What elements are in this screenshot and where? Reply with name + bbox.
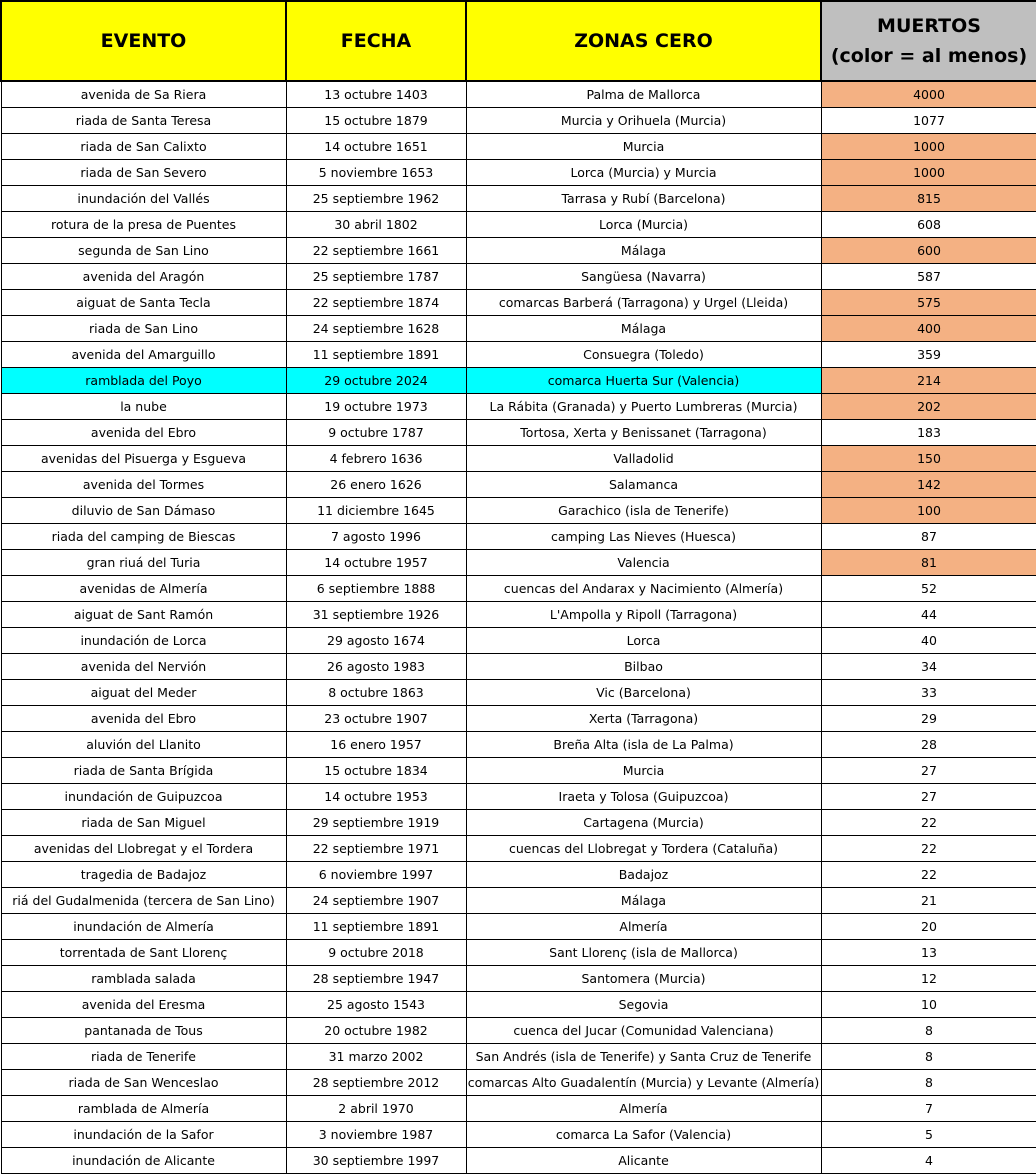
cell-muertos: 608 [821,212,1036,238]
cell-evento: gran riuá del Turia [1,550,286,576]
cell-evento: aiguat de Sant Ramón [1,602,286,628]
cell-evento: diluvio de San Dámaso [1,498,286,524]
cell-muertos: 183 [821,420,1036,446]
cell-muertos: 4000 [821,81,1036,108]
cell-fecha: 22 septiembre 1874 [286,290,466,316]
cell-zona: comarcas Barberá (Tarragona) y Urgel (Lleida) [466,290,821,316]
table-row [1,238,1036,264]
table-row [1,732,1036,758]
cell-evento: riada de Santa Teresa [1,108,286,134]
cell-evento: avenidas del Pisuerga y Esgueva [1,446,286,472]
cell-fecha: 6 septiembre 1888 [286,576,466,602]
table-row [1,706,1036,732]
cell-evento: la nube [1,394,286,420]
cell-muertos: 8 [821,1070,1036,1096]
cell-zona: Cartagena (Murcia) [466,810,821,836]
table-row [1,1018,1036,1044]
cell-zona: cuencas del Llobregat y Tordera (Cataluña) [466,836,821,862]
cell-fecha: 31 septiembre 1926 [286,602,466,628]
cell-zona: camping Las Nieves (Huesca) [466,524,821,550]
header-muertos [821,1,1036,81]
table-row [1,654,1036,680]
table-row [1,1070,1036,1096]
table-row [1,940,1036,966]
cell-zona: Iraeta y Tolosa (Guipuzcoa) [466,784,821,810]
cell-muertos: 359 [821,342,1036,368]
cell-fecha: 19 octubre 1973 [286,394,466,420]
cell-zona: Bilbao [466,654,821,680]
cell-evento: inundación de Lorca [1,628,286,654]
cell-fecha: 8 octubre 1863 [286,680,466,706]
cell-zona: La Rábita (Granada) y Puerto Lumbreras (Murcia) [466,394,821,420]
cell-fecha: 23 octubre 1907 [286,706,466,732]
table-row [1,212,1036,238]
table-row [1,264,1036,290]
cell-evento: aluvión del Llanito [1,732,286,758]
cell-fecha: 9 octubre 2018 [286,940,466,966]
cell-evento: segunda de San Lino [1,238,286,264]
table-row [1,628,1036,654]
cell-evento: avenida del Tormes [1,472,286,498]
cell-evento: pantanada de Tous [1,1018,286,1044]
cell-evento: torrentada de Sant Llorenç [1,940,286,966]
cell-fecha: 29 agosto 1674 [286,628,466,654]
table-body [1,81,1036,1174]
cell-muertos: 34 [821,654,1036,680]
cell-muertos: 28 [821,732,1036,758]
cell-fecha: 28 septiembre 2012 [286,1070,466,1096]
cell-evento: riada del camping de Biescas [1,524,286,550]
table-row [1,550,1036,576]
cell-muertos: 33 [821,680,1036,706]
cell-fecha: 25 septiembre 1787 [286,264,466,290]
cell-fecha: 2 abril 1970 [286,1096,466,1122]
table-row [1,992,1036,1018]
cell-fecha: 11 septiembre 1891 [286,342,466,368]
cell-muertos: 1000 [821,160,1036,186]
cell-muertos: 20 [821,914,1036,940]
cell-zona: cuenca del Jucar (Comunidad Valenciana) [466,1018,821,1044]
cell-fecha: 13 octubre 1403 [286,81,466,108]
cell-zona: Badajoz [466,862,821,888]
table-row [1,862,1036,888]
cell-evento: avenida del Amarguillo [1,342,286,368]
cell-muertos: 400 [821,316,1036,342]
table-row [1,342,1036,368]
cell-zona: L'Ampolla y Ripoll (Tarragona) [466,602,821,628]
cell-fecha: 11 diciembre 1645 [286,498,466,524]
cell-zona: Segovia [466,992,821,1018]
cell-fecha: 20 octubre 1982 [286,1018,466,1044]
table-row [1,446,1036,472]
cell-evento: riada de San Calixto [1,134,286,160]
cell-muertos: 22 [821,836,1036,862]
cell-evento: riada de Tenerife [1,1044,286,1070]
cell-muertos: 10 [821,992,1036,1018]
cell-muertos: 12 [821,966,1036,992]
cell-evento: inundación de Guipuzcoa [1,784,286,810]
cell-zona: Palma de Mallorca [466,81,821,108]
cell-evento: avenida del Aragón [1,264,286,290]
cell-fecha: 30 abril 1802 [286,212,466,238]
cell-zona: Lorca [466,628,821,654]
table-row [1,1122,1036,1148]
cell-evento: avenidas de Almería [1,576,286,602]
table-row [1,1044,1036,1070]
cell-zona: San Andrés (isla de Tenerife) y Santa Cruz de Tenerife [466,1044,821,1070]
cell-evento: inundación de la Safor [1,1122,286,1148]
cell-muertos: 40 [821,628,1036,654]
cell-zona: Tortosa, Xerta y Benissanet (Tarragona) [466,420,821,446]
cell-evento: riada de Santa Brígida [1,758,286,784]
cell-muertos: 8 [821,1044,1036,1070]
cell-evento: riada de San Wenceslao [1,1070,286,1096]
cell-fecha: 11 septiembre 1891 [286,914,466,940]
cell-evento: ramblada salada [1,966,286,992]
table-row [1,888,1036,914]
cell-zona: Alicante [466,1148,821,1174]
cell-muertos: 600 [821,238,1036,264]
cell-evento: avenida de Sa Riera [1,81,286,108]
cell-muertos: 150 [821,446,1036,472]
table-row [1,186,1036,212]
cell-fecha: 14 octubre 1953 [286,784,466,810]
cell-muertos: 21 [821,888,1036,914]
table-row [1,966,1036,992]
cell-zona: Breña Alta (isla de La Palma) [466,732,821,758]
cell-zona: Vic (Barcelona) [466,680,821,706]
cell-muertos: 7 [821,1096,1036,1122]
table-row [1,134,1036,160]
cell-zona: Málaga [466,238,821,264]
cell-zona: Tarrasa y Rubí (Barcelona) [466,186,821,212]
cell-muertos: 27 [821,784,1036,810]
cell-evento: riá del Gudalmenida (tercera de San Lino) [1,888,286,914]
cell-fecha: 30 septiembre 1997 [286,1148,466,1174]
table-row [1,290,1036,316]
cell-zona: Santomera (Murcia) [466,966,821,992]
cell-fecha: 6 noviembre 1997 [286,862,466,888]
cell-evento: ramblada del Poyo [1,368,286,394]
table-row [1,394,1036,420]
header-evento: EVENTO [1,1,286,81]
cell-zona: Almería [466,914,821,940]
cell-evento: tragedia de Badajoz [1,862,286,888]
table-header [1,1,1036,81]
cell-evento: inundación de Almería [1,914,286,940]
table-row [1,836,1036,862]
cell-fecha: 29 octubre 2024 [286,368,466,394]
cell-zona: Garachico (isla de Tenerife) [466,498,821,524]
cell-muertos: 142 [821,472,1036,498]
header-zonas-cero: ZONAS CERO [466,1,821,81]
cell-muertos: 1077 [821,108,1036,134]
table-row [1,160,1036,186]
table-row [1,524,1036,550]
cell-fecha: 14 octubre 1651 [286,134,466,160]
table-row [1,420,1036,446]
cell-evento: riada de San Miguel [1,810,286,836]
cell-muertos: 587 [821,264,1036,290]
cell-evento: avenida del Nervión [1,654,286,680]
cell-zona: Sangüesa (Navarra) [466,264,821,290]
cell-zona: Lorca (Murcia) [466,212,821,238]
cell-evento: avenida del Eresma [1,992,286,1018]
header-fecha: FECHA [286,1,466,81]
cell-zona: Valladolid [466,446,821,472]
table-row [1,108,1036,134]
cell-muertos: 575 [821,290,1036,316]
cell-fecha: 31 marzo 2002 [286,1044,466,1070]
cell-evento: riada de San Lino [1,316,286,342]
table-row [1,602,1036,628]
cell-zona: Salamanca [466,472,821,498]
cell-zona: Almería [466,1096,821,1122]
cell-fecha: 25 septiembre 1962 [286,186,466,212]
cell-evento: avenida del Ebro [1,420,286,446]
cell-fecha: 29 septiembre 1919 [286,810,466,836]
cell-fecha: 9 octubre 1787 [286,420,466,446]
cell-fecha: 22 septiembre 1971 [286,836,466,862]
cell-zona: Málaga [466,888,821,914]
cell-fecha: 26 agosto 1983 [286,654,466,680]
cell-muertos: 22 [821,862,1036,888]
table-row [1,914,1036,940]
cell-fecha: 25 agosto 1543 [286,992,466,1018]
table-row [1,81,1036,108]
cell-fecha: 4 febrero 1636 [286,446,466,472]
cell-zona: Sant Llorenç (isla de Mallorca) [466,940,821,966]
cell-muertos: 8 [821,1018,1036,1044]
cell-evento: avenidas del Llobregat y el Tordera [1,836,286,862]
cell-evento: aiguat del Meder [1,680,286,706]
cell-muertos: 202 [821,394,1036,420]
cell-evento: inundación del Vallés [1,186,286,212]
cell-muertos: 815 [821,186,1036,212]
cell-zona: comarcas Alto Guadalentín (Murcia) y Levante (Almería) [466,1070,821,1096]
cell-muertos: 5 [821,1122,1036,1148]
cell-zona: Consuegra (Toledo) [466,342,821,368]
table-row [1,576,1036,602]
cell-muertos: 1000 [821,134,1036,160]
cell-fecha: 14 octubre 1957 [286,550,466,576]
cell-fecha: 16 enero 1957 [286,732,466,758]
header-row [1,1,1036,81]
cell-zona: Lorca (Murcia) y Murcia [466,160,821,186]
table-row [1,1096,1036,1122]
cell-muertos: 214 [821,368,1036,394]
cell-fecha: 15 octubre 1834 [286,758,466,784]
cell-evento: riada de San Severo [1,160,286,186]
cell-zona: Murcia [466,134,821,160]
header-muertos-title: MUERTOS [877,15,981,37]
header-muertos-note: (color = al menos) [830,45,1028,67]
table-row [1,368,1036,394]
cell-muertos: 13 [821,940,1036,966]
table-row [1,680,1036,706]
table-row [1,810,1036,836]
cell-fecha: 15 octubre 1879 [286,108,466,134]
cell-zona: comarca Huerta Sur (Valencia) [466,368,821,394]
cell-zona: Valencia [466,550,821,576]
cell-muertos: 22 [821,810,1036,836]
cell-evento: ramblada de Almería [1,1096,286,1122]
cell-zona: Xerta (Tarragona) [466,706,821,732]
cell-fecha: 24 septiembre 1628 [286,316,466,342]
cell-fecha: 26 enero 1626 [286,472,466,498]
cell-muertos: 52 [821,576,1036,602]
cell-evento: avenida del Ebro [1,706,286,732]
table-row [1,1148,1036,1174]
cell-evento: rotura de la presa de Puentes [1,212,286,238]
cell-muertos: 44 [821,602,1036,628]
cell-zona: comarca La Safor (Valencia) [466,1122,821,1148]
cell-evento: aiguat de Santa Tecla [1,290,286,316]
cell-muertos: 100 [821,498,1036,524]
table-row [1,316,1036,342]
table-row [1,784,1036,810]
table-row [1,498,1036,524]
cell-fecha: 24 septiembre 1907 [286,888,466,914]
cell-muertos: 27 [821,758,1036,784]
cell-zona: Málaga [466,316,821,342]
cell-fecha: 3 noviembre 1987 [286,1122,466,1148]
cell-muertos: 81 [821,550,1036,576]
cell-fecha: 28 septiembre 1947 [286,966,466,992]
cell-fecha: 7 agosto 1996 [286,524,466,550]
cell-muertos: 4 [821,1148,1036,1174]
cell-evento: inundación de Alicante [1,1148,286,1174]
cell-fecha: 22 septiembre 1661 [286,238,466,264]
cell-fecha: 5 noviembre 1653 [286,160,466,186]
cell-zona: cuencas del Andarax y Nacimiento (Almería) [466,576,821,602]
cell-zona: Murcia [466,758,821,784]
table-row [1,472,1036,498]
table-row [1,758,1036,784]
cell-zona: Murcia y Orihuela (Murcia) [466,108,821,134]
cell-muertos: 29 [821,706,1036,732]
cell-muertos: 87 [821,524,1036,550]
